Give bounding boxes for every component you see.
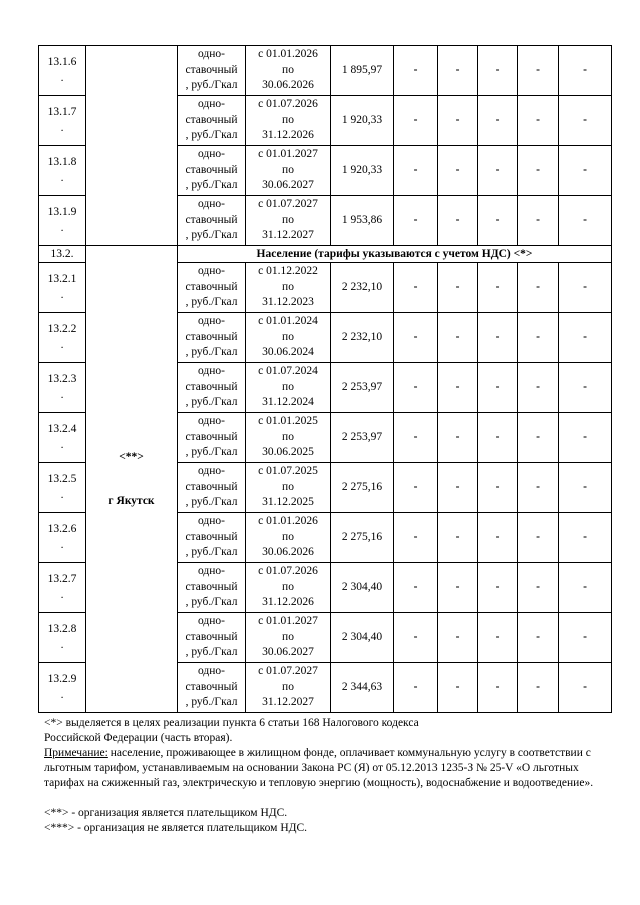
empty-value-dash: -	[478, 513, 518, 563]
tariff-value: 2 253,97	[331, 363, 394, 413]
row-number: 13.2.4 .	[39, 413, 86, 463]
nonpayer-vat-note: <***> - организация не является плательщиком НДС.	[44, 822, 308, 834]
empty-value-dash: -	[478, 613, 518, 663]
empty-value-dash: -	[518, 413, 559, 463]
tariff-period: с 01.01.2024 по 30.06.2024	[246, 313, 331, 363]
tariff-type: одно- ставочный , руб./Гкал	[178, 313, 246, 363]
tariff-period: с 01.07.2025 по 31.12.2025	[246, 463, 331, 513]
tariff-period: с 01.07.2027 по 31.12.2027	[246, 196, 331, 246]
row-number: 13.2.6 .	[39, 513, 86, 563]
tariff-value: 1 953,86	[331, 196, 394, 246]
tariff-type: одно- ставочный , руб./Гкал	[178, 663, 246, 713]
tariff-value: 1 920,33	[331, 146, 394, 196]
empty-value-dash: -	[438, 663, 478, 713]
tariff-type: одно- ставочный , руб./Гкал	[178, 413, 246, 463]
row-number: 13.2.2 .	[39, 313, 86, 363]
row-number: 13.2.1 .	[39, 263, 86, 313]
empty-value-dash: -	[559, 196, 612, 246]
empty-value-dash: -	[478, 563, 518, 613]
tariff-type: одно- ставочный , руб./Гкал	[178, 513, 246, 563]
tariff-type: одно- ставочный , руб./Гкал	[178, 146, 246, 196]
empty-value-dash: -	[518, 663, 559, 713]
empty-value-dash: -	[394, 513, 438, 563]
organization-name: г Якутск	[108, 495, 155, 507]
tariff-type: одно- ставочный , руб./Гкал	[178, 463, 246, 513]
empty-value-dash: -	[559, 513, 612, 563]
tariff-period: с 01.01.2026 по 30.06.2026	[246, 513, 331, 563]
empty-value-dash: -	[518, 146, 559, 196]
tariff-period: с 01.07.2027 по 31.12.2027	[246, 663, 331, 713]
empty-value-dash: -	[518, 463, 559, 513]
empty-value-dash: -	[394, 613, 438, 663]
tariff-value: 2 304,40	[331, 613, 394, 663]
row-number: 13.2.8 .	[39, 613, 86, 663]
empty-value-dash: -	[518, 196, 559, 246]
empty-value-dash: -	[478, 96, 518, 146]
tariff-value: 1 895,97	[331, 46, 394, 96]
empty-value-dash: -	[518, 513, 559, 563]
tariff-period: с 01.07.2024 по 31.12.2024	[246, 363, 331, 413]
tariff-period: с 01.07.2026 по 31.12.2026	[246, 96, 331, 146]
empty-value-dash: -	[518, 46, 559, 96]
empty-value-dash: -	[394, 663, 438, 713]
row-number: 13.1.9 .	[39, 196, 86, 246]
row-number: 13.1.8 .	[39, 146, 86, 196]
tariff-period: с 01.01.2026 по 30.06.2026	[246, 46, 331, 96]
empty-value-dash: -	[559, 96, 612, 146]
row-number: 13.2.3 .	[39, 363, 86, 413]
empty-value-dash: -	[438, 463, 478, 513]
empty-value-dash: -	[518, 363, 559, 413]
row-number: 13.1.6 .	[39, 46, 86, 96]
organization-code: <**>	[119, 451, 144, 463]
remark	[44, 746, 604, 791]
empty-value-dash: -	[478, 146, 518, 196]
tariff-period: с 01.07.2026 по 31.12.2026	[246, 563, 331, 613]
tariff-value: 2 275,16	[331, 463, 394, 513]
spacer	[44, 791, 604, 806]
tariff-value: 2 253,97	[331, 413, 394, 463]
row-number: 13.2.7 .	[39, 563, 86, 613]
tariff-value: 2 232,10	[331, 313, 394, 363]
empty-value-dash: -	[478, 363, 518, 413]
tariff-value: 1 920,33	[331, 96, 394, 146]
footnotes	[44, 716, 604, 836]
remark-text: население, проживающее в жилищном фонде, оплачивает коммунальную услугу в соответствии с льготным тарифом, устанавливаемым на основании Закона РС (Я) от 05.12.2013 1235-З № 25-V «О льготных тарифах на сжиженный газ, электрическую и тепловую энергию (мощность), водоснабжение и водоотведение».	[44, 747, 594, 789]
section-number: 13.2.	[39, 246, 86, 263]
vat-note-line-2: Российской Федерации (часть вторая).	[44, 732, 233, 744]
empty-value-dash: -	[394, 146, 438, 196]
empty-value-dash: -	[394, 313, 438, 363]
empty-value-dash: -	[559, 413, 612, 463]
empty-value-dash: -	[559, 463, 612, 513]
section-title: Население (тарифы указываются с учетом НДС) <*>	[178, 246, 612, 263]
empty-value-dash: -	[559, 146, 612, 196]
empty-value-dash: -	[438, 46, 478, 96]
row-number: 13.2.5 .	[39, 463, 86, 513]
empty-value-dash: -	[438, 413, 478, 463]
empty-value-dash: -	[394, 263, 438, 313]
empty-value-dash: -	[518, 96, 559, 146]
empty-value-dash: -	[559, 663, 612, 713]
remark-label: Примечание:	[44, 747, 108, 759]
tariff-value: 2 304,40	[331, 563, 394, 613]
tariff-period: с 01.12.2022 по 31.12.2023	[246, 263, 331, 313]
empty-value-dash: -	[559, 363, 612, 413]
empty-value-dash: -	[478, 263, 518, 313]
empty-value-dash: -	[518, 563, 559, 613]
empty-value-dash: -	[559, 613, 612, 663]
empty-value-dash: -	[478, 313, 518, 363]
empty-value-dash: -	[438, 196, 478, 246]
payer-vat-note: <**> - организация является плательщиком НДС.	[44, 807, 288, 819]
tariff-period: с 01.01.2027 по 30.06.2027	[246, 146, 331, 196]
empty-value-dash: -	[478, 663, 518, 713]
table-row	[39, 46, 612, 96]
empty-value-dash: -	[559, 263, 612, 313]
empty-value-dash: -	[438, 613, 478, 663]
empty-value-dash: -	[394, 46, 438, 96]
tariff-value: 2 232,10	[331, 263, 394, 313]
vat-note-line-1: <*> выделяется в целях реализации пункта 6 статьи 168 Налогового кодекса	[44, 717, 419, 729]
tariff-type: одно- ставочный , руб./Гкал	[178, 363, 246, 413]
tariff-table-body	[39, 46, 612, 713]
empty-value-dash: -	[559, 313, 612, 363]
empty-value-dash: -	[478, 46, 518, 96]
empty-value-dash: -	[438, 263, 478, 313]
empty-value-dash: -	[394, 463, 438, 513]
tariff-period: с 01.01.2027 по 30.06.2027	[246, 613, 331, 663]
empty-value-dash: -	[518, 613, 559, 663]
organization-cell-upper	[86, 46, 178, 246]
empty-value-dash: -	[394, 363, 438, 413]
tariff-value: 2 344,63	[331, 663, 394, 713]
row-number: 13.1.7 .	[39, 96, 86, 146]
empty-value-dash: -	[518, 313, 559, 363]
tariff-type: одно- ставочный , руб./Гкал	[178, 196, 246, 246]
section-header-row	[39, 246, 612, 263]
tariff-table	[38, 45, 612, 713]
organization-cell	[86, 246, 178, 713]
tariff-type: одно- ставочный , руб./Гкал	[178, 96, 246, 146]
empty-value-dash: -	[394, 196, 438, 246]
empty-value-dash: -	[478, 413, 518, 463]
tariff-type: одно- ставочный , руб./Гкал	[178, 563, 246, 613]
empty-value-dash: -	[438, 146, 478, 196]
empty-value-dash: -	[438, 563, 478, 613]
empty-value-dash: -	[518, 263, 559, 313]
tariff-type: одно- ставочный , руб./Гкал	[178, 46, 246, 96]
empty-value-dash: -	[394, 413, 438, 463]
empty-value-dash: -	[559, 563, 612, 613]
tariff-period: с 01.01.2025 по 30.06.2025	[246, 413, 331, 463]
empty-value-dash: -	[438, 513, 478, 563]
tariff-value: 2 275,16	[331, 513, 394, 563]
empty-value-dash: -	[438, 313, 478, 363]
empty-value-dash: -	[394, 96, 438, 146]
empty-value-dash: -	[438, 96, 478, 146]
empty-value-dash: -	[559, 46, 612, 96]
tariff-type: одно- ставочный , руб./Гкал	[178, 263, 246, 313]
empty-value-dash: -	[478, 196, 518, 246]
row-number: 13.2.9 .	[39, 663, 86, 713]
empty-value-dash: -	[394, 563, 438, 613]
tariff-type: одно- ставочный , руб./Гкал	[178, 613, 246, 663]
empty-value-dash: -	[478, 463, 518, 513]
empty-value-dash: -	[438, 363, 478, 413]
